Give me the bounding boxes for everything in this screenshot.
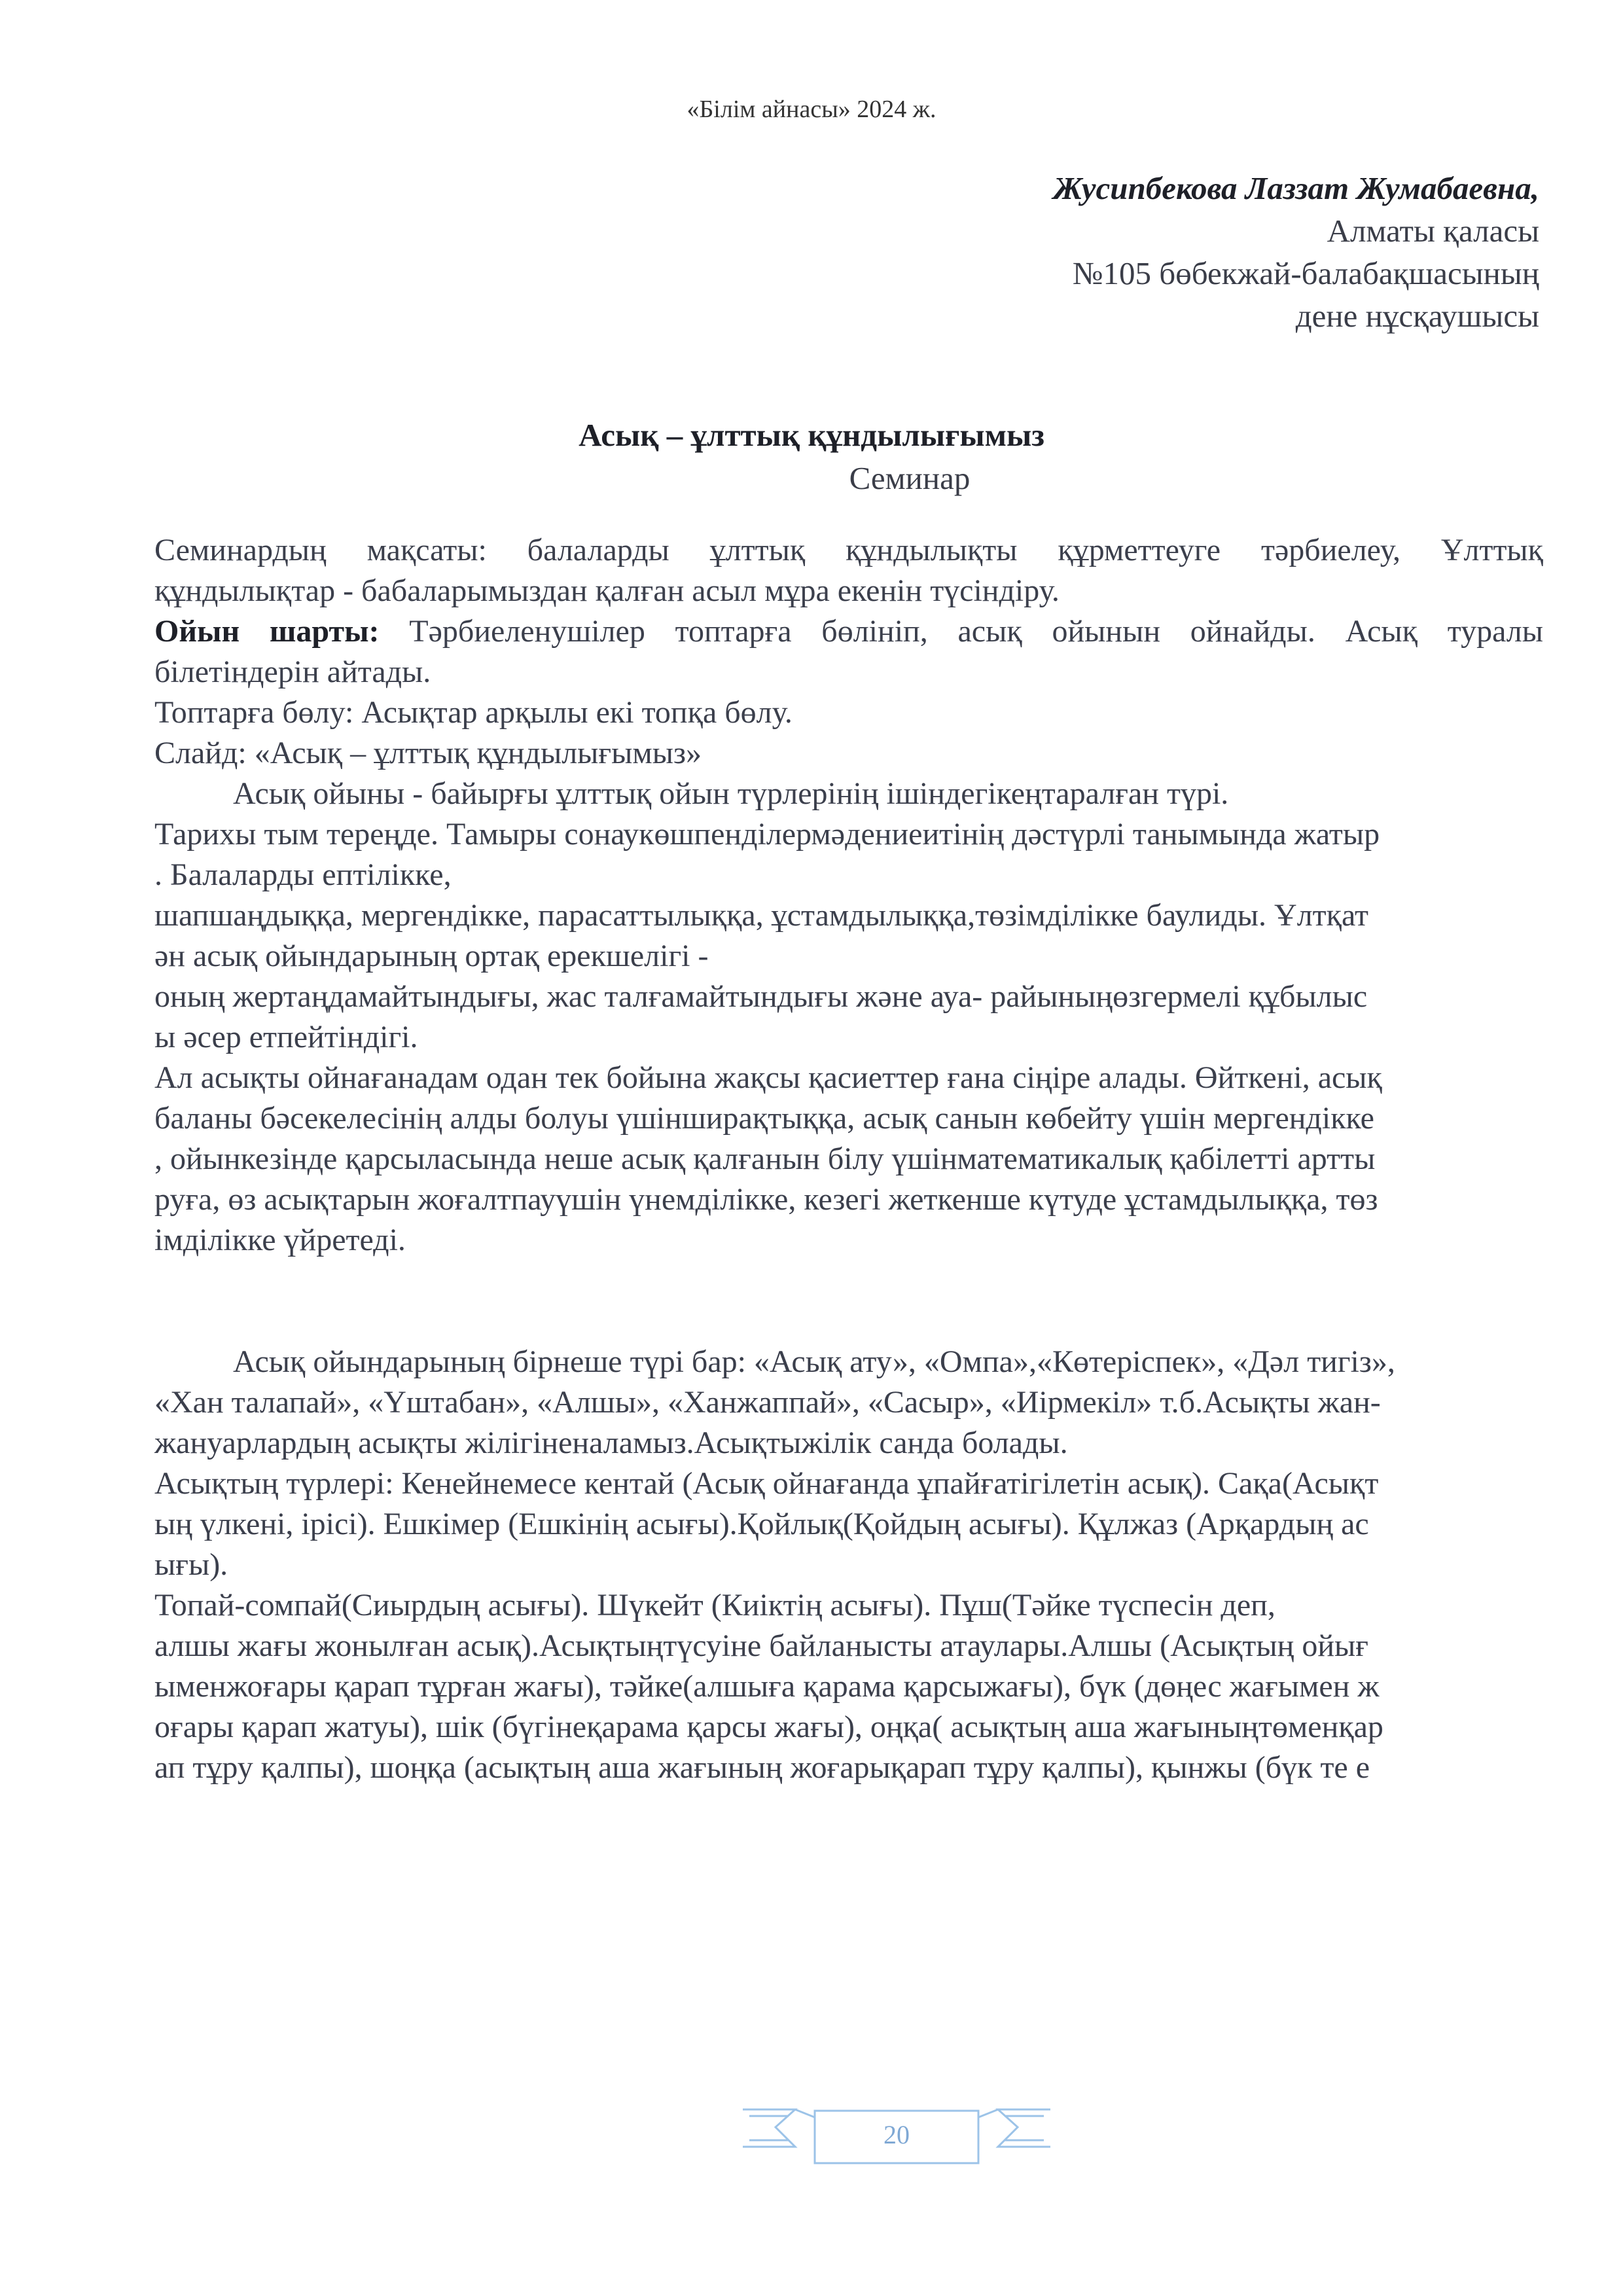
author-position: дене нұсқаушысы [1295,298,1539,334]
paragraph-line: ән асық ойындарының ортақ ерекшелігі - [154,939,709,973]
journal-header: «Білім айнасы» 2024 ж. [687,96,936,123]
paragraph-line: ың үлкені, ірісі). Ешкімер (Ешкінің асығы).Қойлық(Қойдың асығы). Құлжаз (Арқардың ас [154,1507,1369,1541]
paragraph-line: Топай-сомпай(Сиырдың асығы). Шүкейт (Киіктің асығы). Пұш(Тәйке түспесін деп, [154,1588,1275,1623]
game-rules-label: Ойын шарты: [154,614,380,649]
author-organization: №105 бөбекжай-балабақшасының [1072,255,1539,291]
page-number: 20 [883,2120,910,2149]
paragraph-line: ап тұру қалпы), шоңқа (асықтың аша жағының жоғарықарап тұру қалпы), қынжы (бүк те е [154,1750,1370,1785]
paragraph-line: «Хан талапай», «Үштабан», «Алшы», «Ханжаппай», «Сасыр», «Иірмекіл» т.б.Асықты жан- [154,1385,1381,1420]
paragraph-line: Ал асықты ойнағанадам одан тек бойына жақсы қасиеттер ғана сіңіре алады. Өйткені, асық [154,1060,1382,1095]
game-rules-text: Тәрбиеленушілер топтарға бөлініп, асық ойынын ойнайды. Асық туралы [379,614,1544,649]
paragraph-line: баланы бәсекелесінің алды болуы үшінширақтыққа, асық санын көбейту үшін мергендікке [154,1101,1374,1136]
goal-line-1: Семинардың мақсаты: балаларды ұлттық құндылықты құрметтеуге тәрбиелеу, Ұлттық [154,533,1543,567]
paragraph-line: Тарихы тым тереңде. Тамыры сонаукөшпенділермәдениеитінің дәстүрлі танымында жатыр [154,817,1380,852]
paragraph-line: Асық ойындарының бірнеше түрі бар: «Асық ату», «Омпа»,«Көтеріспек», «Дәл тигіз», [233,1344,1395,1379]
grouping-line: Топтарға бөлу: Асықтар арқылы екі топқа бөлу. [154,695,793,730]
article-subtitle: Семинар [849,460,971,496]
paragraph-line: . Балаларды ептілікке, [154,857,452,892]
paragraph-line: Асық ойыны - байырғы ұлттық ойын түрлерінің ішіндегікеңтаралған түрі. [233,776,1229,811]
article-title: Асық – ұлттық құндылығымыз [579,417,1044,453]
author-name: Жусипбекова Лаззат Жумабаевна, [1053,170,1539,206]
paragraph-line: алшы жағы жонылған асық).Асықтыңтүсуіне байланысты атаулары.Алшы (Асықтың ойығ [154,1628,1368,1663]
article-body [154,530,1543,1788]
author-city: Алматы қаласы [1327,213,1539,249]
slide-line: Слайд: «Асық – ұлттық құндылығымыз» [154,736,702,770]
paragraph-line: ығы). [154,1547,228,1582]
paragraph-line: імділікке үйретеді. [154,1223,406,1257]
paragraph-line: ыменжоғары қарап тұрған жағы), тәйке(алшыға қарама қарсыжағы), бүк (дөңес жағымен ж [154,1669,1380,1704]
author-block [623,167,1539,337]
goal-line-2: құндылықтар - бабаларымыздан қалған асыл мұра екенін түсіндіру. [154,573,1060,608]
game-rules-line-2: білетіндерін айтады. [154,655,431,689]
page-footer [743,2098,1050,2176]
title-block [0,414,1623,500]
paragraph-line: , ойынкезінде қарсыласында неше асық қалғанын білу үшінматематикалық қабілетті артты [154,1141,1376,1176]
paragraph-line: жануарлардың асықты жілігіненаламыз.Асықтыжілік санда болады. [154,1426,1068,1460]
paragraph-line: Асықтың түрлері: Кенейнемесе кентай (Асық ойнағанда ұпайғатігілетін асық). Сақа(Асықт [154,1466,1379,1501]
paragraph-line: оның жертаңдамайтындығы, жас талғамайтындығы және ауа- райыныңөзгермелі құбылыс [154,979,1368,1014]
paragraph-line: руға, өз асықтарын жоғалтпауүшін үнемділікке, кезегі жеткенше күтуде ұстамдылыққа, төз [154,1182,1378,1217]
paragraph-line: шапшаңдыққа, мергендікке, парасаттылыққа, ұстамдылыққа,төзімділікке баулиды. Ұлтқат [154,898,1368,933]
paragraph-line: ы әсер етпейтіндігі. [154,1020,418,1054]
game-rules-line-1 [154,611,1543,652]
paragraph-line: оғары қарап жатуы), шік (бүгінеқарама қарсы жағы), оңқа( асықтың аша жағыныңтөменқар [154,1710,1383,1744]
